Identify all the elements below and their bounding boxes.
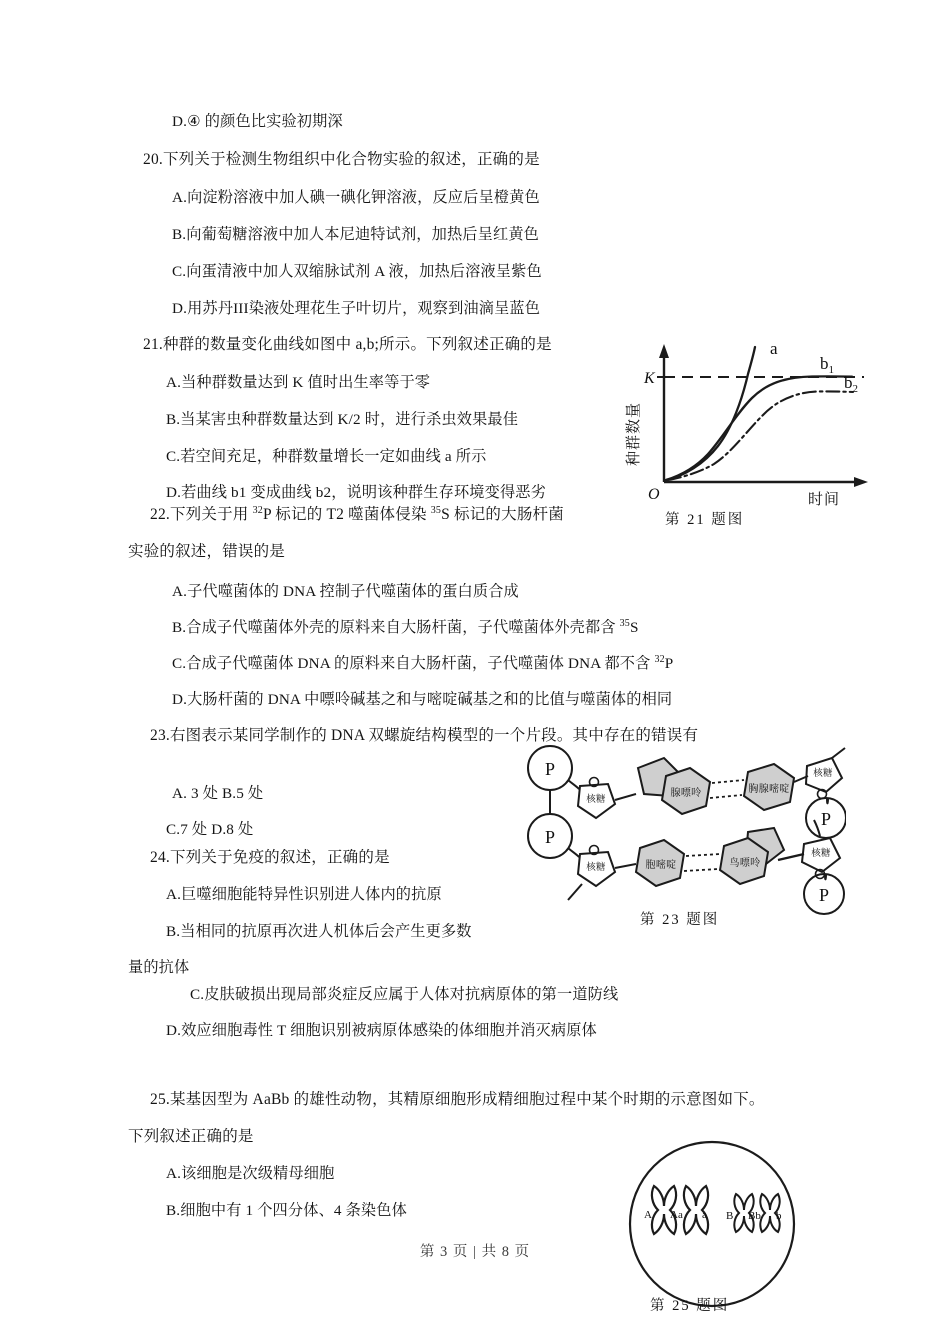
q22-stem-seg2: P 标记的 T2 噬菌体侵染 (262, 506, 431, 523)
chromosome-group-a (644, 1186, 708, 1234)
q22-stem-line1 (150, 503, 564, 527)
figure-25-caption: 第 25 题图 (650, 1298, 730, 1314)
curve-b2-label: $b_2$ (844, 373, 858, 395)
q24-option-c: C.皮肤破损出现局部炎症反应属于人体对抗病原体的第一道防线 (190, 986, 619, 1003)
q22-sup-32p: 32 (252, 504, 263, 516)
bond-sugar-base-2 (615, 864, 636, 868)
bond-base-sugar-right-2 (778, 854, 804, 860)
x-axis-arrow (854, 477, 868, 487)
chromosome-label-b: b (776, 1210, 782, 1222)
phosphate-label-1: P (544, 759, 556, 779)
figure-23-caption: 第 23 题图 (640, 912, 720, 928)
q24-option-d: D.效应细胞毒性 T 细胞识别被病原体感染的体细胞并消灭病原体 (166, 1022, 597, 1039)
sugar-label-2: 核糖 (813, 768, 833, 779)
q21-stem: 21.种群的数量变化曲线如图中 a,b;所示。下列叙述正确的是 (143, 336, 552, 353)
curve-a-exponential (666, 347, 755, 480)
q20-option-c: C.向蛋清液中加人双缩脉试剂 A 液，加热后溶液呈紫色 (172, 263, 542, 280)
phosphate-label-3: P (544, 827, 556, 847)
phosphate-label-2: P (820, 809, 832, 829)
k-axis-label: K (644, 370, 655, 387)
base-label-cytosine: 胞嘧啶 (645, 860, 677, 871)
population-growth-chart (612, 336, 882, 506)
figure-21-caption: 第 21 题图 (665, 512, 745, 528)
sugar-label-3: 核糖 (586, 862, 606, 873)
q21-option-a: A.当种群数量达到 K 值时出生率等于零 (166, 374, 431, 391)
figure-23-dna-model (516, 736, 846, 916)
q25-stem-line1: 25.某基因型为 AaBb 的雄性动物，其精原细胞形成精细胞过程中某个时期的示意图如下。 (150, 1091, 765, 1108)
q23-options-row1: A. 3 处 B.5 处 (172, 785, 264, 802)
spermatocyte-cell (612, 1134, 822, 1314)
bond-p-sugar-1 (568, 780, 579, 789)
y-axis-title: 种群数量 (624, 401, 642, 466)
q19-option-d: D.④ 的颜色比实验初期深 (172, 113, 343, 130)
chromosome-label-Bb: Bb (748, 1210, 761, 1222)
chromosome-label-Aa: Aa (670, 1209, 683, 1221)
hydrogen-bond-top-1 (712, 780, 744, 783)
q22-option-d: D.大肠杆菌的 DNA 中嘌呤碱基之和与嘧啶碱基之和的比值与噬菌体的相同 (172, 691, 673, 708)
q20-option-a: A.向淀粉溶液中加人碘一碘化钾溶液，反应后呈橙黄色 (172, 189, 540, 206)
q24-option-a: A.巨噬细胞能特异性识别进人体内的抗原 (166, 886, 442, 903)
chromosome-label-B: B (726, 1210, 734, 1222)
chromosome-label-A: A (644, 1209, 652, 1221)
dna-double-helix-fragment (516, 736, 846, 916)
q24-option-b: B.当相同的抗原再次进人机体后会产生更多数 (166, 923, 472, 940)
q23-options-row2: C.7 处 D.8 处 (166, 821, 254, 838)
q20-option-d: D.用苏丹III染液处理花生子叶切片，观察到油滴呈蓝色 (172, 300, 541, 317)
curve-b1-logistic (666, 376, 852, 480)
q25-stem-line2: 下列叙述正确的是 (128, 1128, 254, 1145)
bond-p-sugar-2 (568, 848, 579, 857)
bond-sugar-base-1 (615, 794, 636, 800)
chromosome-group-b (726, 1194, 782, 1232)
q22-option-b: B.合成子代噬菌体外壳的原料来自大肠杆菌，子代噬菌体外壳都含 $^{35}$S (172, 617, 639, 636)
curve-b1-label: $b_1$ (820, 354, 834, 376)
chromosome-label-a: a (702, 1209, 707, 1221)
q21-option-d: D.若曲线 b1 变成曲线 b2，说明该种群生存环境变得恶劣 (166, 484, 546, 501)
free-bond-bottom-left (568, 884, 582, 900)
free-bond-top-right (832, 748, 845, 758)
curve-a-label: a (770, 339, 778, 358)
q24-stem: 24.下列关于免疫的叙述，正确的是 (150, 849, 390, 866)
q23-stem: 23.右图表示某同学制作的 DNA 双螺旋结构模型的一个片段。其中存在的错误有 (150, 727, 699, 744)
sugar-label-1: 核糖 (586, 794, 606, 805)
q20-option-b: B.向葡萄糖溶液中加人本尼迪特试剂，加热后呈红黄色 (172, 226, 539, 243)
base-label-adenine: 腺嘌呤 (670, 788, 702, 799)
sup-35: 35 (619, 617, 630, 629)
q22-option-c: C.合成子代噬菌体 DNA 的原料来自大肠杆菌，子代噬菌体 DNA 都不含 $^{32}$P (172, 653, 674, 672)
y-axis-arrow (659, 344, 669, 358)
q22-option-a: A.子代噬菌体的 DNA 控制子代噬菌体的蛋白质合成 (172, 583, 519, 600)
q21-option-c: C.若空间充足，种群数量增长一定如曲线 a 所示 (166, 448, 487, 465)
q22-stem-seg3: S 标记的大肠杆菌 (441, 506, 564, 523)
hydrogen-bond-bottom-2 (684, 869, 718, 871)
q24-option-b-continued: 量的抗体 (128, 959, 190, 976)
origin-label: O (648, 486, 660, 503)
q22-stem-line2: 实验的叙述，错误的是 (128, 543, 286, 560)
bond-sugar-p-right-2 (825, 874, 826, 879)
hydrogen-bond-top-2 (710, 795, 742, 798)
q20-stem: 20.下列关于检测生物组织中化合物实验的叙述，正确的是 (143, 151, 540, 168)
base-label-thymine: 胸腺嘧啶 (748, 784, 790, 795)
hydrogen-bond-bottom-1 (686, 854, 720, 856)
q25-option-b: B.细胞中有 1 个四分体、4 条染色体 (166, 1202, 407, 1219)
q25-option-a: A.该细胞是次级精母细胞 (166, 1165, 335, 1182)
base-label-guanine: 鸟嘌呤 (729, 858, 761, 869)
x-axis-title: 时间 (808, 490, 841, 506)
sugar-label-4: 核糖 (811, 848, 831, 859)
q21-option-b: B.当某害虫种群数量达到 K/2 时，进行杀虫效果最佳 (166, 411, 519, 428)
q22-sup-35s: 35 (430, 504, 442, 516)
figure-25-cell-diagram (612, 1134, 822, 1314)
figure-21-population-curve (612, 336, 882, 506)
bond-sugar-p-right (827, 798, 828, 803)
page-footer: 第 3 页 | 共 8 页 (419, 1244, 531, 1260)
sup-32: 32 (654, 653, 665, 665)
phosphate-label-4: P (818, 885, 830, 905)
q22-stem-seg1: 22.下列关于用 (150, 506, 253, 523)
